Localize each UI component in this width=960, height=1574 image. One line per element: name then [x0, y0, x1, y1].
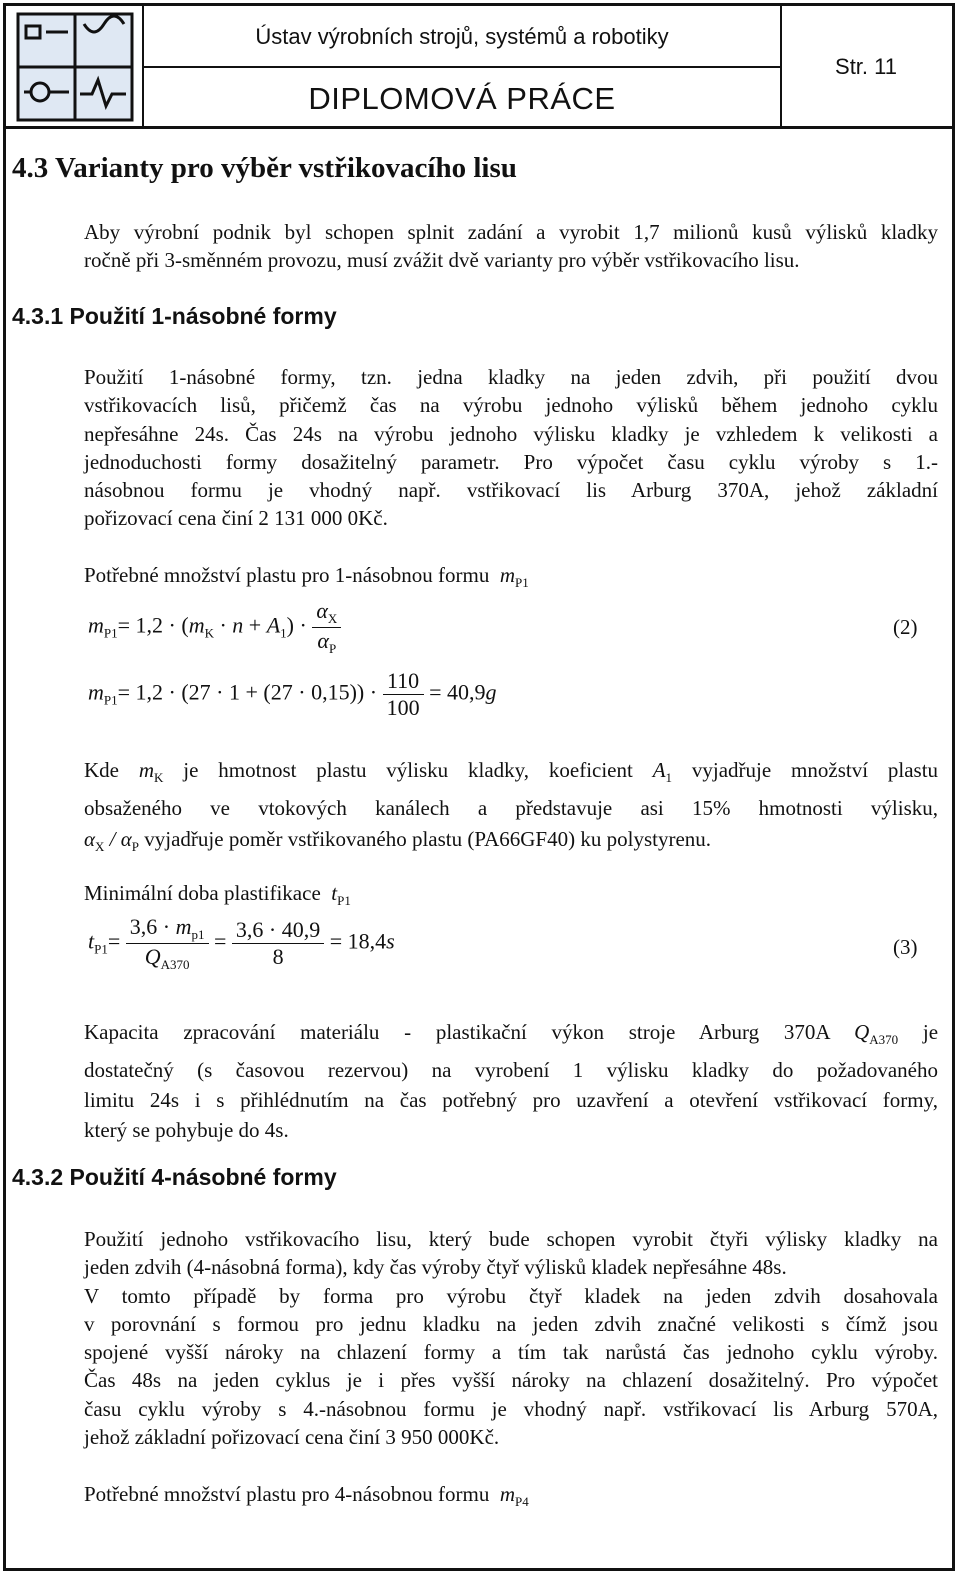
page-header — [6, 6, 952, 129]
text-line: jednoduchosti formy dosažitelný parametr. Pro výpočet času cyklu výroby s 1.- — [84, 449, 938, 474]
institute-name: Ústav výrobních strojů, systémů a robotiky — [144, 6, 780, 68]
equation-number-2: (2) — [893, 615, 918, 639]
text-line: $\alpha_X / \alpha_P$ vyjadřuje poměr vstřikovaného plastu (PA66GF40) ku polystyrenu. — [84, 827, 712, 854]
text-line: jehož základní pořizovací cena činí 3 950 000Kč. — [84, 1425, 500, 1450]
subsection-heading-2: 4.3.2 Použití 4-násobné formy — [12, 1164, 337, 1190]
page-number: Str. 11 — [835, 54, 897, 79]
text-line: obsaženého ve vtokových kanálech a představuje asi 15% hmotnosti výlisku, — [84, 796, 938, 820]
intro-paragraph — [84, 218, 938, 275]
text-line: Použití 1-násobné formy, tzn. jedna kladky na jeden zdvih, při použití dvou — [84, 365, 938, 389]
plast-intro — [84, 881, 351, 909]
symbol-mp1: $m_{P1}$ — [494, 563, 529, 590]
text-line: V tomto případě by forma pro výrobu čtyř kladek na jeden zdvih dosahovala — [84, 1283, 938, 1308]
mass-intro-1 — [84, 563, 529, 591]
sub1-paragraph — [84, 363, 938, 533]
text-line: násobnou formu je vhodný např. vstřikovací lis Arburg 370A, jehož základní — [84, 478, 938, 503]
equation-number-3: (3) — [893, 935, 918, 959]
equation-3: $t_{P1}=$ $\frac{3,6 \cdot m_{p1}}{Q_{A370}}$ = $\frac{3,6 \cdot 40,9}{8}$ = 18,4s — [88, 914, 395, 972]
text-line: vstřikovacích lisů, přičemž čas na výrobu jednoho výlisků během jednoho cyklu — [84, 393, 938, 418]
mass-intro-4 — [84, 1482, 529, 1510]
text-line: Čas 48s na jeden cyklus je i přes vyšší nároky na chlazení dosažitelný. Pro výpočet — [84, 1368, 938, 1393]
document-type: DIPLOMOVÁ PRÁCE — [308, 81, 616, 116]
text-line: Kapacita zpracování materiálu - plastikační výkon stroje Arburg 370A $Q_{A370}$ je — [84, 1020, 939, 1047]
capacity-paragraph — [84, 1017, 938, 1145]
mass-intro-text: Potřebné množství plastu pro 1-násobnou formu — [84, 563, 490, 587]
text-line: Kde $m_K$ je hmotnost plastu výlisku kladky, koeficient $A_1$ vyjadřuje množství plastu — [84, 758, 939, 785]
sub2-paragraph — [84, 1225, 938, 1451]
text-line: nepřesáhne 24s. Čas 24s na výrobu jednoho výlisku kladky je vzhledem k velikosti a — [84, 421, 938, 446]
equation-2-numeric: $m_{P1}= 1,2 \cdot (27 \cdot 1 + (27 \cdot 0,15))$ · $\frac{110}{100}$ = 40,9g — [88, 668, 497, 720]
eq2-result: = 40,9 — [429, 679, 486, 705]
eq3-result: = 18,4 — [329, 928, 387, 954]
section-heading: 4.3 Varianty pro výběr vstřikovacího lisu — [12, 152, 517, 184]
text-line: limitu 24s i s přihlédnutím na čas potřebný pro uzavření a otevření vstřikovací formy, — [84, 1088, 938, 1112]
text-line: pořizovací cena činí 2 131 000 0Kč. — [84, 506, 388, 531]
text-line: času cyklu výroby s 4.-násobnou formu je vhodný např. vstřikovací lis Arburg 570A, — [84, 1396, 938, 1421]
institute-logo-icon — [16, 12, 134, 122]
text-line: který se pohybuje do 4s. — [84, 1118, 289, 1142]
header-center — [142, 6, 782, 126]
text-line: spojené vyšší nároky na chlazení formy a tím tak narůstá čas jednoho cyklu výroby. — [84, 1340, 938, 1365]
text-line: jeden zdvih (4-násobná forma), kdy čas výroby čtyř výlisků kladek nepřesáhne 48s. — [84, 1255, 787, 1280]
text-line: v porovnání s formou pro jednu kladku na jeden zdvih značné velikosti s čímž jsou — [84, 1311, 938, 1336]
plast-intro-text: Minimální doba plastifikace — [84, 881, 321, 905]
text-line: Aby výrobní podnik byl schopen splnit zadání a vyrobit 1,7 milionů kusů výlisků kladky — [84, 220, 938, 244]
symbol-mp4: $m_{P4}$ — [494, 1482, 529, 1509]
text-line: ročně při 3-směnném provozu, musí zvážit dvě varianty pro výběr vstřikovacího lisu. — [84, 248, 800, 273]
symbol-tp1: $t_{P1}$ — [326, 881, 351, 908]
kde-paragraph — [84, 755, 938, 862]
text-line: Použití jednoho vstřikovacího lisu, který bude schopen vyrobit čtyři výlisky kladky na — [84, 1227, 938, 1251]
text-line: dostatečný (s časovou rezervou) na vyrobení 1 výlisku kladky do požadovaného — [84, 1058, 938, 1082]
subsection-heading-1: 4.3.1 Použití 1-násobné formy — [12, 303, 337, 329]
equation-2: $m_{P1}= 1,2 \cdot (m_K \cdot n + A_1)$ · $\frac{\alpha_X}{\alpha_P}$ — [88, 598, 341, 657]
mass-intro-4-text: Potřebné množství plastu pro 4-násobnou formu — [84, 1482, 490, 1506]
